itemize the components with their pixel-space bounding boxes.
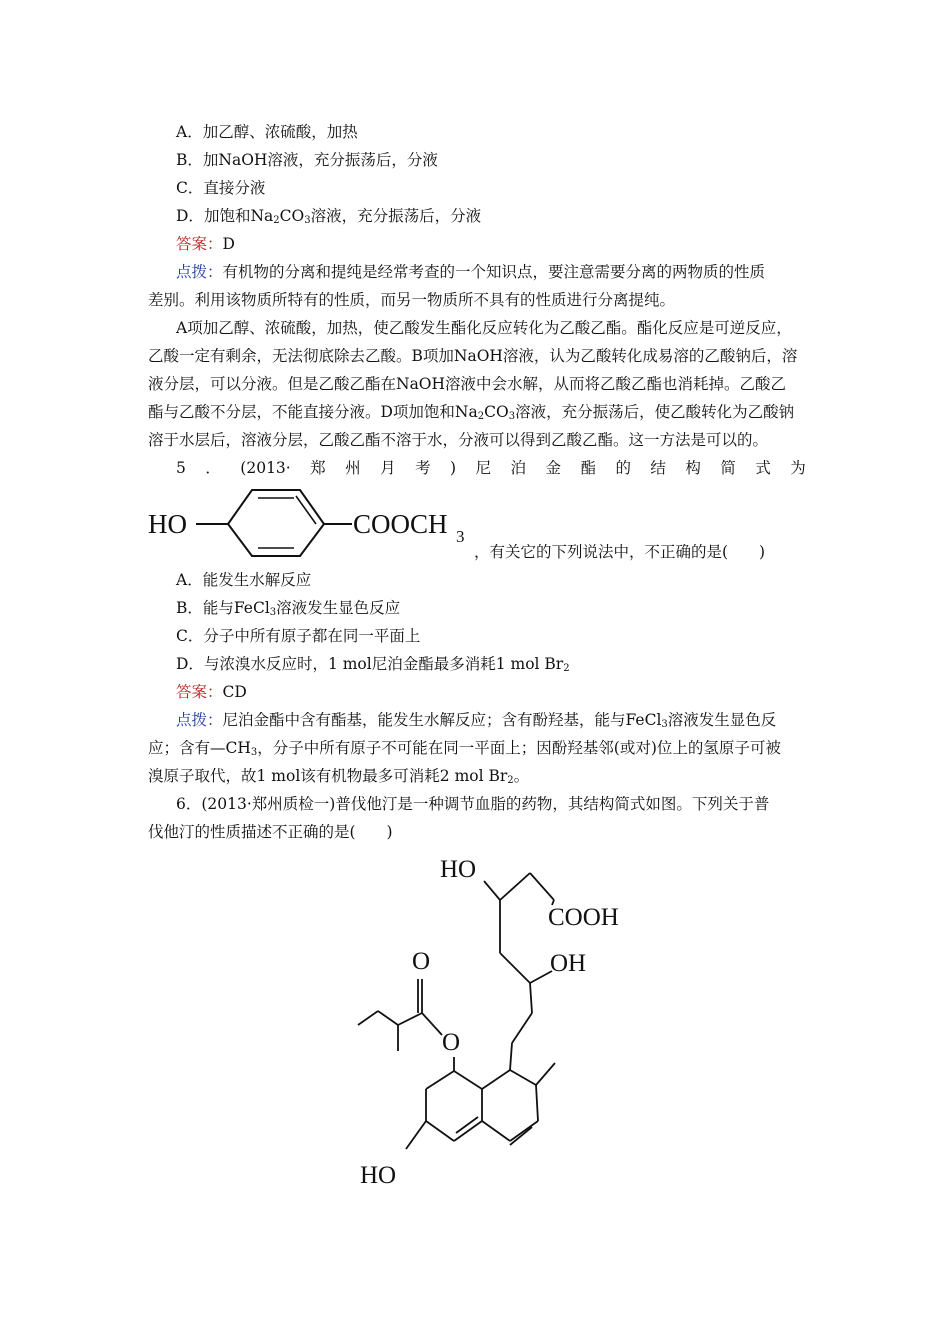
explanation-line-4: 酯与乙酸不分层，不能直接分液。D项加饱和$Na_2CO_3$溶液，充分振荡后，使乙酸转化为乙酸钠 <box>148 403 795 422</box>
q5-option-b: B．能与FeCl$_3$溶液发生显色反应 <box>176 599 401 618</box>
ester-o-label: O <box>442 1029 461 1056</box>
option-d: D．加饱和$Na_2CO_3$溶液，充分振荡后，分液 <box>176 207 482 226</box>
answer-value: D <box>222 235 235 253</box>
q6-stem-line-1: 6．(2013·郑州质检一)普伐他汀是一种调节血脂的药物，其结构简式如图。下列关于普 <box>176 795 770 813</box>
answer-label: 答案： <box>176 235 223 253</box>
q5-option-c: C．分子中所有原子都在同一平面上 <box>176 627 421 645</box>
hint-line-1: 点拨：有机物的分离和提纯是经常考查的一个知识点，要注意需要分离的两物质的性质 <box>176 263 766 281</box>
answer-value: CD <box>222 683 247 701</box>
q5-answer-line <box>176 682 247 702</box>
carbonyl-o-label: O <box>412 948 431 975</box>
oh-label: OH <box>550 950 587 977</box>
hint-line-2: 差别。利用该物质所特有的性质，而另一物质所不具有的性质进行分离提纯。 <box>148 291 676 309</box>
option-c: C．直接分液 <box>176 179 266 197</box>
q5-option-d: D．与浓溴水反应时，1 mol尼泊金酯最多消耗1 mol $Br_2$ <box>176 655 570 674</box>
ho-top-label: HO <box>440 856 477 883</box>
option-a: A．加乙醇、浓硫酸，加热 <box>176 123 358 141</box>
q5-stem-tail: ，有关它的下列说法中，不正确的是( ) <box>474 543 766 561</box>
hint-label: 点拨： <box>176 711 223 729</box>
nipagin-ester-structure <box>146 484 476 560</box>
ho-group-label: HO <box>148 509 187 539</box>
q5-hint-line-2: 应；含有$—CH_3$，分子中所有原子不可能在同一平面上；因酚羟基邻(或对)位上的氢原子可被 <box>148 739 781 758</box>
methyl-subscript: 3 <box>456 527 465 546</box>
cooh-label: COOH <box>548 904 619 931</box>
q5-hint-line-1: 点拨：尼泊金酯中含有酯基，能发生水解反应；含有酚羟基，能与FeCl$_3$溶液发生显色反 <box>176 711 777 730</box>
pravastatin-structure <box>340 845 640 1195</box>
q5-option-a: A．能发生水解反应 <box>176 571 312 589</box>
q6-stem-line-2: 伐他汀的性质描述不正确的是( ) <box>148 823 393 841</box>
explanation-line-5: 溶于水层后，溶液分层，乙酸乙酯不溶于水，分液可以得到乙酸乙酯。这一方法是可以的。 <box>148 431 769 449</box>
explanation-line-2: 乙酸一定有剩余，无法彻底除去乙酸。B项加NaOH溶液，认为乙酸转化成易溶的乙酸钠后，溶 <box>148 347 798 365</box>
explanation-line-3: 液分层，可以分液。但是乙酸乙酯在NaOH溶液中会水解，从而将乙酸乙酯也消耗掉。乙酸乙 <box>148 375 787 393</box>
q5-stem: 5 ． (2013· 郑 州 月 考 ) 尼 泊 金 酯 的 结 构 简 式 为 <box>176 459 806 477</box>
explanation-line-1: A项加乙醇、浓硫酸，加热，使乙酸发生酯化反应转化为乙酸乙酯。酯化反应是可逆反应， <box>176 319 792 337</box>
ho-bottom-label: HO <box>360 1162 397 1189</box>
hint-label: 点拨： <box>176 263 223 281</box>
q5-hint-line-3: 溴原子取代，故1 mol该有机物最多可消耗2 mol $Br_2$。 <box>148 767 530 786</box>
answer-line <box>176 234 235 254</box>
option-b: B．加NaOH溶液，充分振荡后，分液 <box>176 151 438 169</box>
cooch-group-label: COOCH <box>353 509 448 539</box>
benzene-ring <box>228 490 324 556</box>
answer-label: 答案： <box>176 683 223 701</box>
